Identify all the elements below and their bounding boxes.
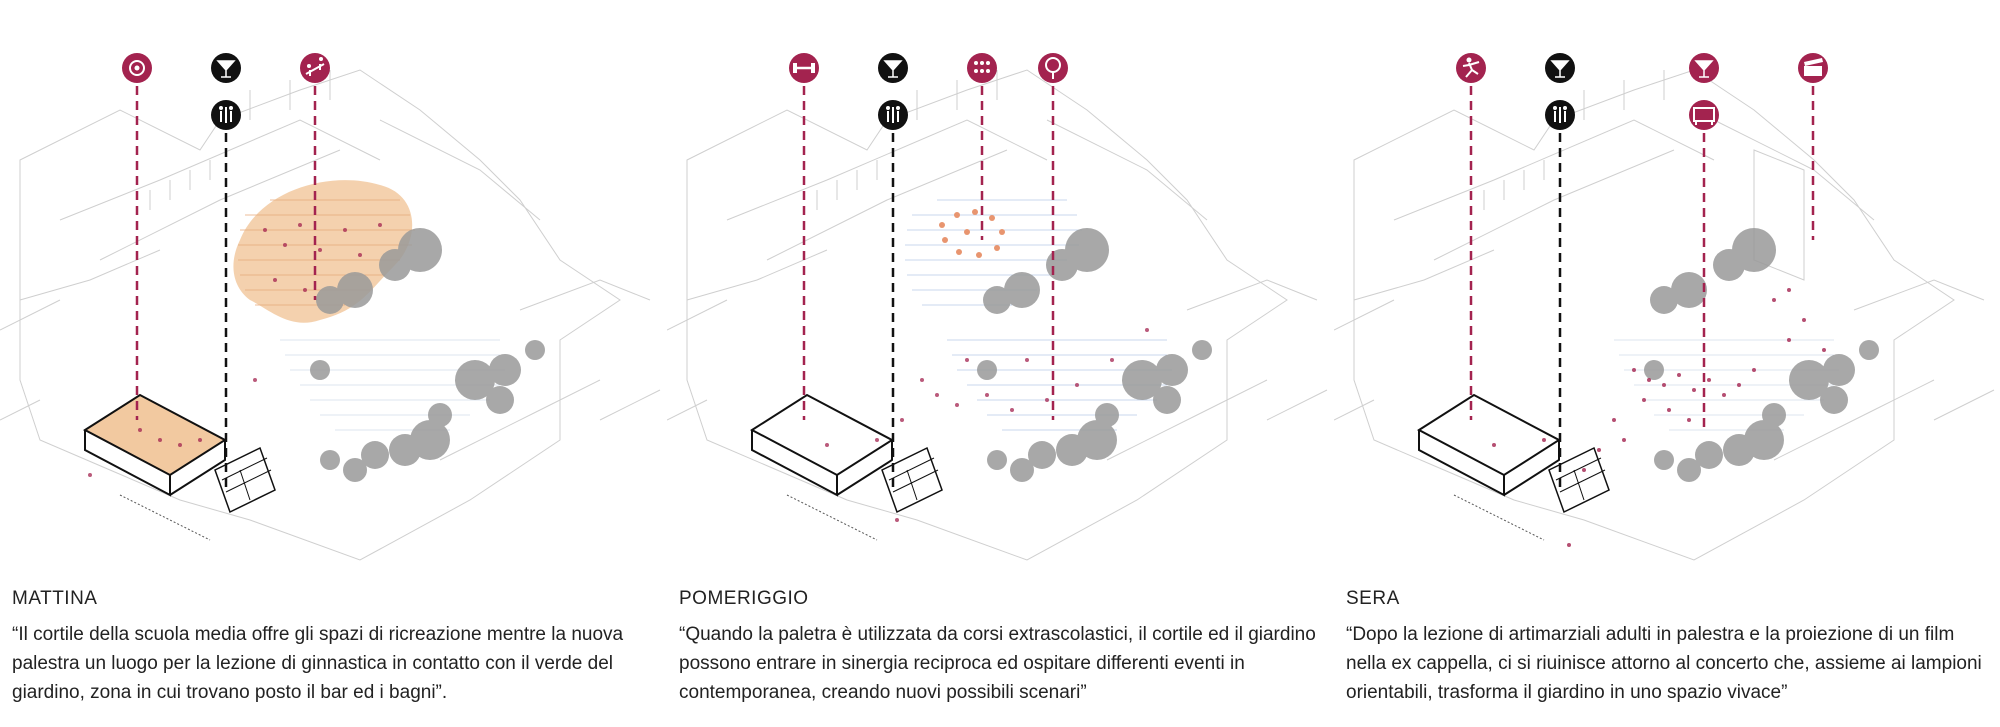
panel-description: “Dopo la lezione di artimarziali adulti in palestra e la proiezione di un film nella ex cappella, ci si riuinisce attorno al concerto che, assieme ai lampioni orientabili, trasforma il giardino in uno spazio vivace” bbox=[1346, 624, 1982, 703]
cocktail-icon bbox=[1689, 53, 1719, 83]
football-icon bbox=[122, 53, 152, 83]
caption-sera bbox=[1346, 588, 1986, 707]
playground-icon bbox=[300, 53, 330, 83]
panel-pomeriggio bbox=[667, 0, 1334, 727]
fitness-icon bbox=[789, 53, 819, 83]
restroom-icon bbox=[211, 100, 241, 130]
screen-icon bbox=[1689, 100, 1719, 130]
panel-description: “Quando la paletra è utilizzata da corsi extrascolastici, il cortile ed il giardino possono entrare in sinergia reciproca ed ospitare differenti eventi in contemporanea, creando nuovi possibili scenari” bbox=[679, 624, 1316, 703]
panel-description: “Il cortile della scuola media offre gli spazi di ricreazione mentre la nuova palestra un luogo per la lezione di ginnastica in contatto con il verde del giardino, zona in cui trovano posto il bar ed i bagni”. bbox=[12, 624, 624, 703]
restroom-icon bbox=[1545, 100, 1575, 130]
cinema-icon bbox=[1798, 53, 1828, 83]
cocktail-icon bbox=[1545, 53, 1575, 83]
caption-pomeriggio bbox=[679, 588, 1319, 707]
panel-sera bbox=[1334, 0, 2000, 727]
tree-icon bbox=[1038, 53, 1068, 83]
panel-title: MATTINA bbox=[12, 588, 98, 609]
context-buildings bbox=[667, 70, 1327, 560]
cocktail-icon bbox=[211, 53, 241, 83]
panel-title: SERA bbox=[1346, 588, 1400, 609]
context-buildings bbox=[1334, 70, 1994, 560]
panel-mattina bbox=[0, 0, 667, 727]
restroom-icon bbox=[878, 100, 908, 130]
gym-building bbox=[1419, 395, 1609, 540]
caption-mattina bbox=[12, 588, 652, 707]
gym-building bbox=[85, 395, 275, 540]
cocktail-icon bbox=[878, 53, 908, 83]
audience-icon bbox=[967, 53, 997, 83]
panel-title: POMERIGGIO bbox=[679, 588, 809, 609]
audience-circle bbox=[939, 209, 1005, 258]
gym-building bbox=[752, 395, 942, 540]
martial-arts-icon bbox=[1456, 53, 1486, 83]
